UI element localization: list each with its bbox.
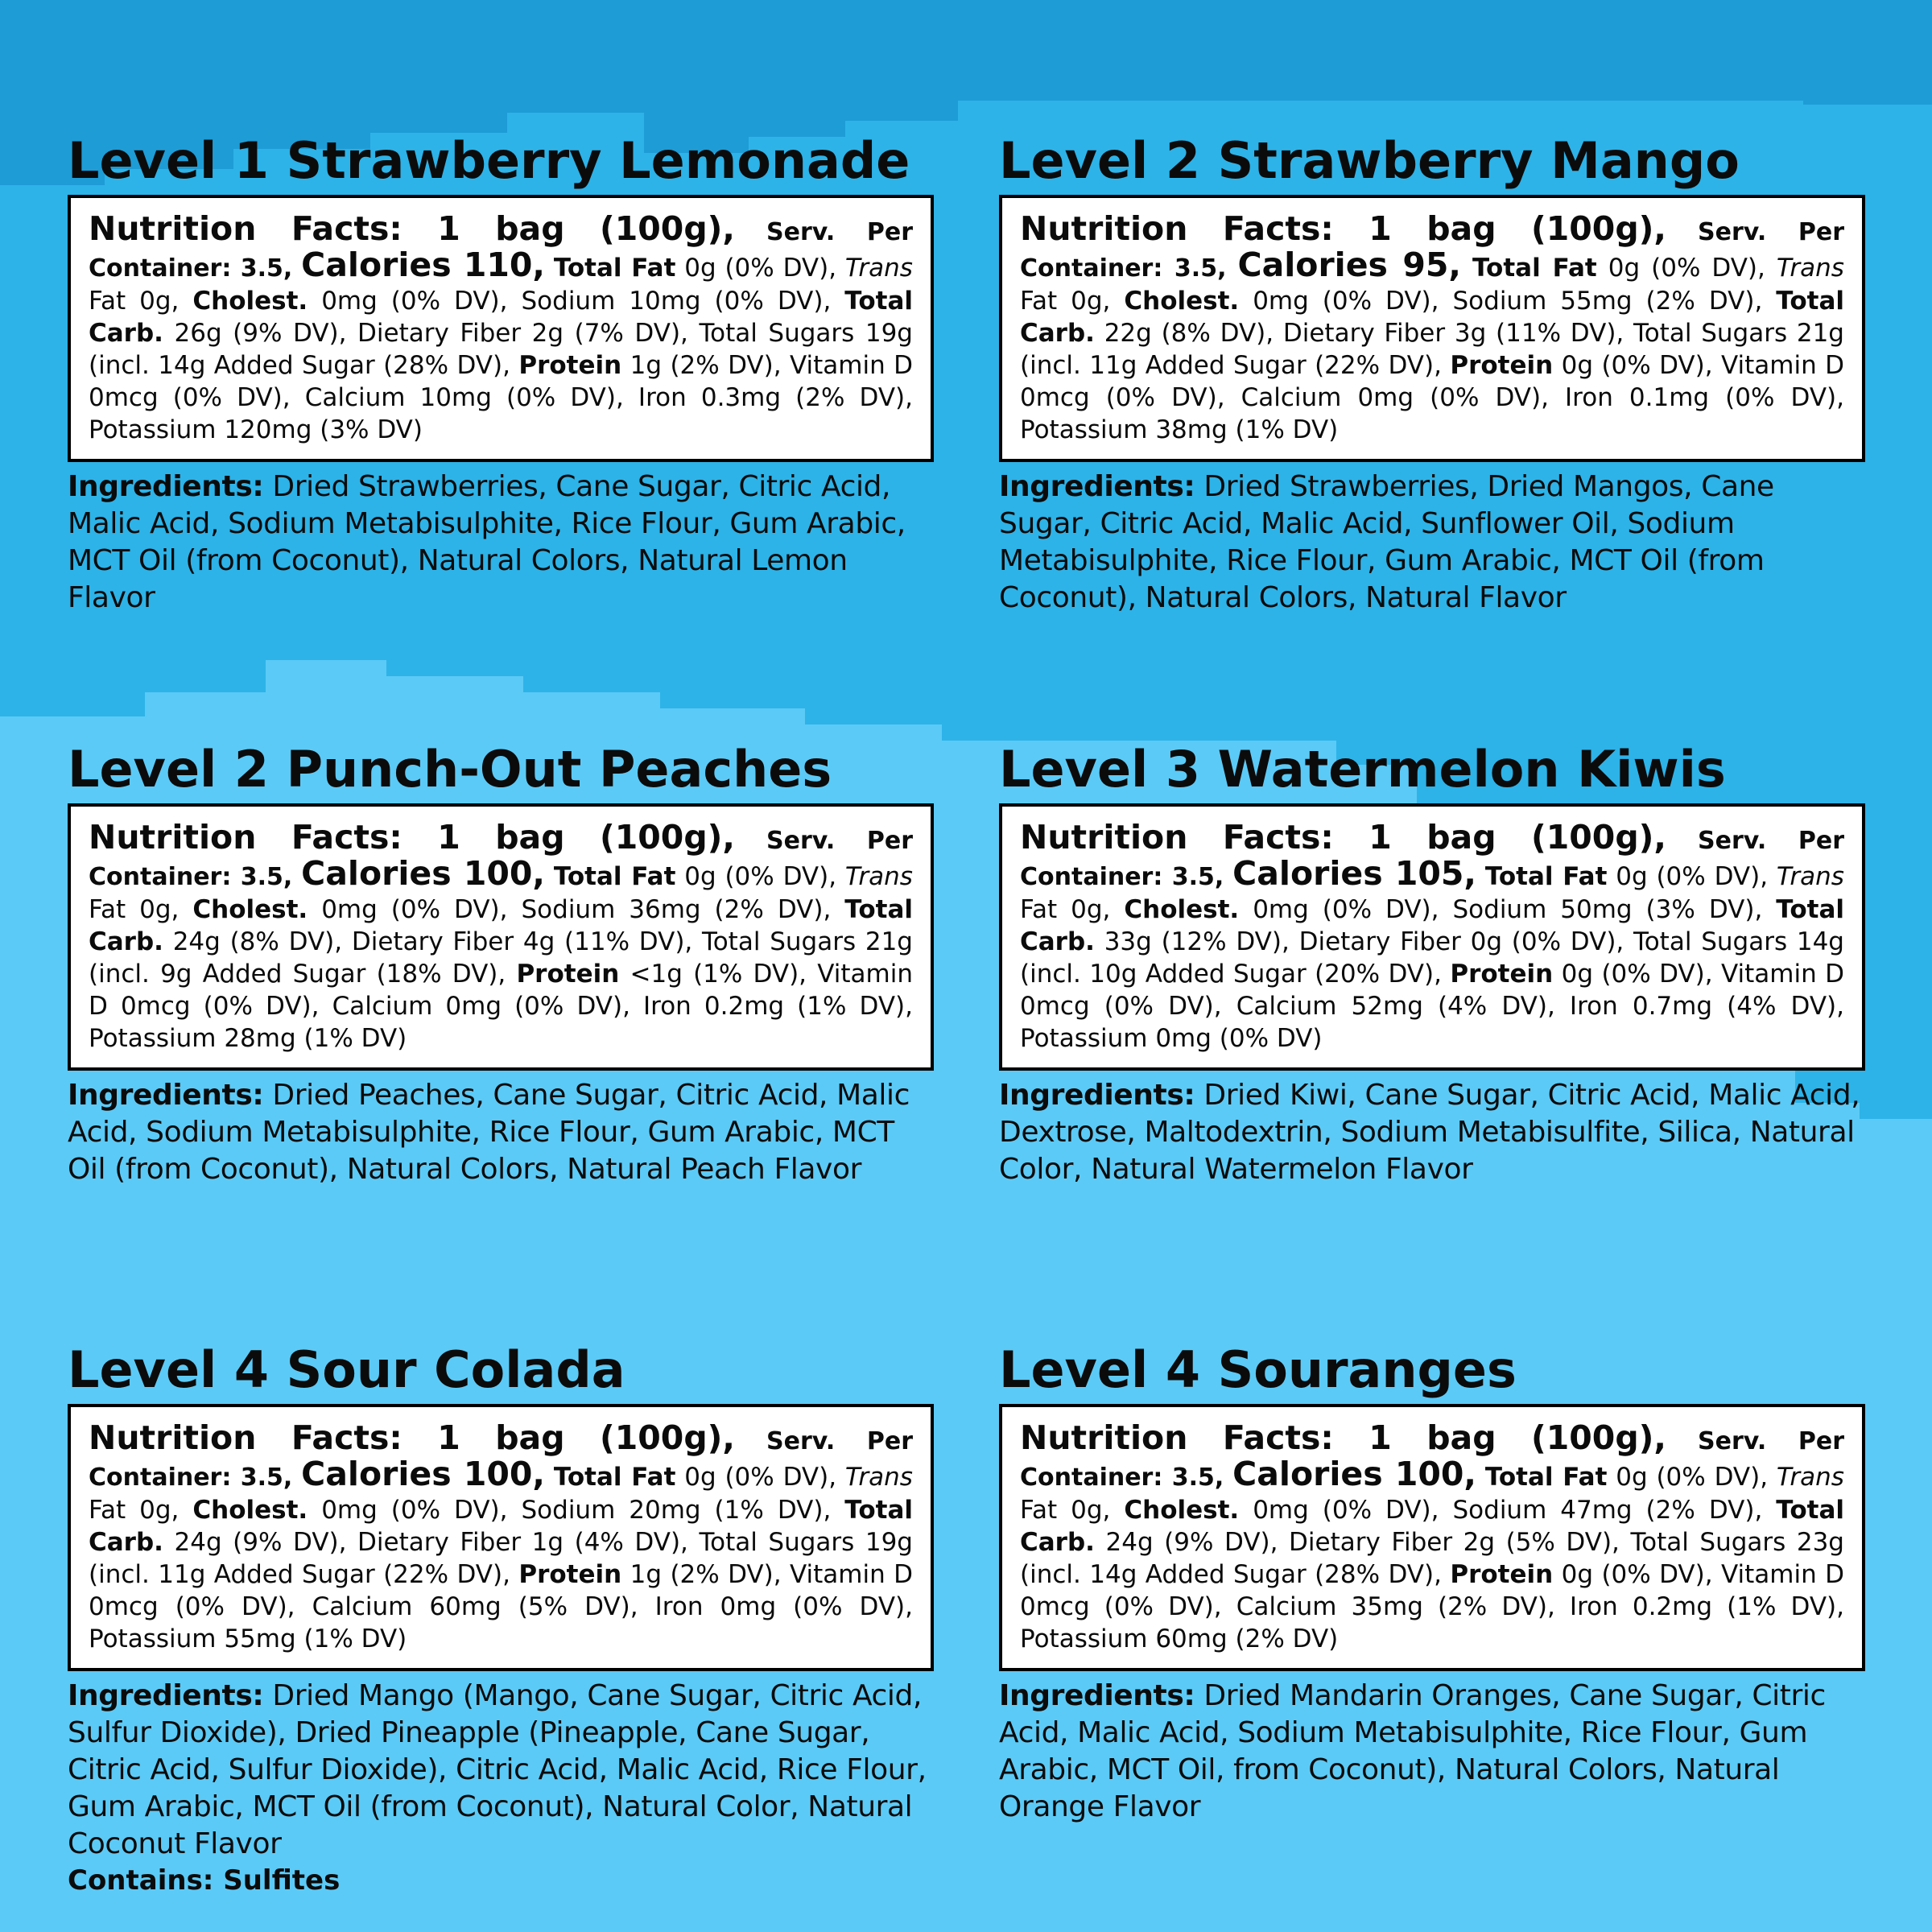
ingredients [999, 1678, 1865, 1826]
trans-fat-value: Fat 0g, [89, 287, 180, 316]
cholest-label: Cholest. [1124, 895, 1240, 924]
ingredients [68, 1077, 934, 1188]
carb-label: Total Carb. [1020, 895, 1844, 956]
contains-allergens: Contains: Sulfites [68, 1864, 341, 1897]
cholest-value: 0mg (0% DV), Sodium 55mg (2% DV), [1253, 287, 1763, 316]
calories: Calories 105, [1232, 854, 1477, 893]
protein-label: Protein [1450, 351, 1554, 380]
protein-value: 0g (0% DV), Vitamin D 0mcg (0% DV), Calcium 0mg (0% DV), Iron 0.1mg (0% DV), Potassium 38mg (1% DV) [1020, 351, 1845, 444]
cholest-label: Cholest. [192, 287, 308, 316]
nutrition-facts-box [999, 803, 1865, 1071]
protein-value: 1g (2% DV), Vitamin D 0mcg (0% DV), Calcium 10mg (0% DV), Iron 0.3mg (2% DV), Potassium 120mg (3% DV) [89, 351, 914, 444]
ingredients-label: Ingredients: [68, 1079, 264, 1112]
product-title: Level 2 Strawberry Mango [999, 131, 1740, 190]
cholest-label: Cholest. [192, 895, 308, 924]
carb-label: Total Carb. [1020, 1496, 1844, 1557]
ingredients-text: Dried Kiwi, Cane Sugar, Citric Acid, Malic Acid, Dextrose, Maltodextrin, Sodium Metabisulfite, Silica, Natural Color, Natural Watermelon Flavor [999, 1079, 1860, 1186]
protein-label: Protein [518, 1560, 622, 1589]
servings-per-container: Serv. Per Container: 3.5, [89, 1427, 913, 1492]
nutrition-lead: Nutrition Facts: 1 bag (100g), [89, 818, 735, 857]
ingredients-label: Ingredients: [999, 1079, 1195, 1112]
product-panel-4 [999, 737, 1868, 1188]
nutrition-lead: Nutrition Facts: 1 bag (100g), [1020, 1418, 1666, 1457]
total-fat-label: Total Fat [1484, 1463, 1608, 1492]
product-title: Level 4 Sour Colada [68, 1340, 625, 1399]
trans-fat-value: Fat 0g, [89, 895, 180, 924]
carb-value: 26g (9% DV), Dietary Fiber 2g (7% DV), Total Sugars 19g (incl. 14g Added Sugar (28% DV), [89, 319, 913, 380]
cholest-value: 0mg (0% DV), Sodium 36mg (2% DV), [321, 895, 832, 924]
total-fat-value: 0g (0% DV), [1608, 254, 1765, 283]
protein-value: 0g (0% DV), Vitamin D 0mcg (0% DV), Calcium 52mg (4% DV), Iron 0.7mg (4% DV), Potassium 0mg (0% DV) [1020, 960, 1845, 1053]
trans-fat-value: Fat 0g, [1020, 1496, 1111, 1525]
product-title: Level 3 Watermelon Kiwis [999, 740, 1726, 799]
ingredients-label: Ingredients: [68, 470, 264, 503]
calories: Calories 100, [1232, 1455, 1477, 1493]
nutrition-facts-box [68, 1404, 934, 1671]
total-fat-value: 0g (0% DV), [684, 862, 837, 891]
protein-label: Protein [518, 351, 622, 380]
protein-value: 0g (0% DV), Vitamin D 0mcg (0% DV), Calcium 35mg (2% DV), Iron 0.2mg (1% DV), Potassium 60mg (2% DV) [1020, 1560, 1845, 1653]
product-panel-2 [999, 129, 1868, 617]
cholest-label: Cholest. [1124, 1496, 1240, 1525]
servings-per-container: Serv. Per Container: 3.5, [89, 218, 913, 283]
trans-fat-label: Trans [844, 862, 913, 891]
protein-value: 1g (2% DV), Vitamin D 0mcg (0% DV), Calcium 60mg (5% DV), Iron 0mg (0% DV), Potassium 55mg (1% DV) [89, 1560, 914, 1653]
ingredients-label: Ingredients: [999, 1679, 1195, 1712]
total-fat-label: Total Fat [553, 862, 676, 891]
servings-per-container: Serv. Per Container: 3.5, [89, 827, 913, 891]
trans-fat-label: Trans [1776, 1463, 1844, 1492]
total-fat-value: 0g (0% DV), [684, 254, 837, 283]
carb-value: 33g (12% DV), Dietary Fiber 0g (0% DV), Total Sugars 14g (incl. 10g Added Sugar (20% DV), [1020, 927, 1844, 989]
product-title: Level 2 Punch-Out Peaches [68, 740, 832, 799]
total-fat-value: 0g (0% DV), [1616, 862, 1769, 891]
nutrition-lead: Nutrition Facts: 1 bag (100g), [89, 209, 735, 248]
carb-value: 22g (8% DV), Dietary Fiber 3g (11% DV), Total Sugars 21g (incl. 11g Added Sugar (22% DV), [1020, 319, 1844, 380]
nutrition-facts-box [999, 1404, 1865, 1671]
trans-fat-value: Fat 0g, [1020, 287, 1111, 316]
ingredients [68, 1678, 934, 1863]
product-panel-3 [68, 737, 937, 1188]
servings-per-container: Serv. Per Container: 3.5, [1020, 827, 1844, 891]
carb-label: Total Carb. [89, 287, 913, 348]
protein-value: <1g (1% DV), Vitamin D 0mcg (0% DV), Calcium 0mg (0% DV), Iron 0.2mg (1% DV), Potassium 28mg (1% DV) [89, 960, 913, 1053]
ingredients-text: Dried Strawberries, Cane Sugar, Citric Acid, Malic Acid, Sodium Metabisulphite, Rice Flour, Gum Arabic, MCT Oil (from Coconut), Natural Colors, Natural Lemon Flavor [68, 470, 906, 614]
trans-fat-label: Trans [844, 254, 913, 283]
cholest-label: Cholest. [1124, 287, 1240, 316]
product-title: Level 4 Souranges [999, 1340, 1517, 1399]
nutrition-lead: Nutrition Facts: 1 bag (100g), [1020, 209, 1666, 248]
cholest-value: 0mg (0% DV), Sodium 20mg (1% DV), [321, 1496, 832, 1525]
trans-fat-value: Fat 0g, [1020, 895, 1111, 924]
cholest-label: Cholest. [192, 1496, 308, 1525]
protein-label: Protein [1450, 960, 1554, 989]
trans-fat-label: Trans [1776, 862, 1844, 891]
ingredients [999, 1077, 1865, 1188]
ingredients-text: Dried Mango (Mango, Cane Sugar, Citric Acid, Sulfur Dioxide), Dried Pineapple (Pineapple, Cane Sugar, Citric Acid, Sulfur Dioxide), Citric Acid, Malic Acid, Rice Flour, Gum Arabic, MCT Oil (from Coconut), Natural Color, Natural Coconut Flavor [68, 1679, 927, 1860]
total-fat-label: Total Fat [1472, 254, 1597, 283]
calories: Calories 95, [1237, 246, 1461, 284]
carb-label: Total Carb. [1020, 287, 1844, 348]
trans-fat-label: Trans [844, 1463, 913, 1492]
ingredients [999, 469, 1865, 617]
carb-value: 24g (9% DV), Dietary Fiber 1g (4% DV), Total Sugars 19g (incl. 11g Added Sugar (22% DV), [89, 1528, 913, 1589]
calories: Calories 100, [301, 1455, 546, 1493]
trans-fat-value: Fat 0g, [89, 1496, 180, 1525]
cholest-value: 0mg (0% DV), Sodium 10mg (0% DV), [321, 287, 832, 316]
nutrition-lead: Nutrition Facts: 1 bag (100g), [89, 1418, 735, 1457]
product-title: Level 1 Strawberry Lemonade [68, 131, 910, 190]
product-panel-1 [68, 129, 937, 617]
product-panel-5 [68, 1338, 937, 1898]
ingredients-label: Ingredients: [68, 1679, 264, 1712]
nutrition-facts-box [999, 195, 1865, 462]
total-fat-value: 0g (0% DV), [684, 1463, 837, 1492]
cholest-value: 0mg (0% DV), Sodium 47mg (2% DV), [1253, 1496, 1763, 1525]
cholest-value: 0mg (0% DV), Sodium 50mg (3% DV), [1253, 895, 1763, 924]
ingredients-text: Dried Mandarin Oranges, Cane Sugar, Citric Acid, Malic Acid, Sodium Metabisulphite, Rice Flour, Gum Arabic, MCT Oil, from Coconut), Natural Colors, Natural Orange Flavor [999, 1679, 1826, 1823]
nutrition-facts-box [68, 803, 934, 1071]
total-fat-value: 0g (0% DV), [1616, 1463, 1769, 1492]
nutrition-lead: Nutrition Facts: 1 bag (100g), [1020, 818, 1666, 857]
product-panel-6 [999, 1338, 1868, 1826]
total-fat-label: Total Fat [1484, 862, 1608, 891]
protein-label: Protein [1450, 1560, 1554, 1589]
total-fat-label: Total Fat [553, 1463, 676, 1492]
ingredients [68, 469, 934, 617]
carb-label: Total Carb. [89, 1496, 913, 1557]
protein-label: Protein [516, 960, 620, 989]
ingredients-text: Dried Peaches, Cane Sugar, Citric Acid, Malic Acid, Sodium Metabisulphite, Rice Flour, Gum Arabic, MCT Oil (from Coconut), Natural Colors, Natural Peach Flavor [68, 1079, 910, 1186]
calories: Calories 100, [301, 854, 546, 893]
total-fat-label: Total Fat [553, 254, 676, 283]
carb-label: Total Carb. [89, 895, 913, 956]
carb-value: 24g (8% DV), Dietary Fiber 4g (11% DV), Total Sugars 21g (incl. 9g Added Sugar (18% DV), [89, 927, 913, 989]
carb-value: 24g (9% DV), Dietary Fiber 2g (5% DV), Total Sugars 23g (incl. 14g Added Sugar (28% DV), [1020, 1528, 1844, 1589]
calories: Calories 110, [301, 246, 546, 284]
nutrition-facts-box [68, 195, 934, 462]
ingredients-label: Ingredients: [999, 470, 1195, 503]
servings-per-container: Serv. Per Container: 3.5, [1020, 1427, 1844, 1492]
ingredients-text: Dried Strawberries, Dried Mangos, Cane Sugar, Citric Acid, Malic Acid, Sunflower Oil, Sodium Metabisulphite, Rice Flour, Gum Arabic, MCT Oil (from Coconut), Natural Colors, Natural Flavor [999, 470, 1774, 614]
trans-fat-label: Trans [1776, 254, 1844, 283]
servings-per-container: Serv. Per Container: 3.5, [1020, 218, 1844, 283]
